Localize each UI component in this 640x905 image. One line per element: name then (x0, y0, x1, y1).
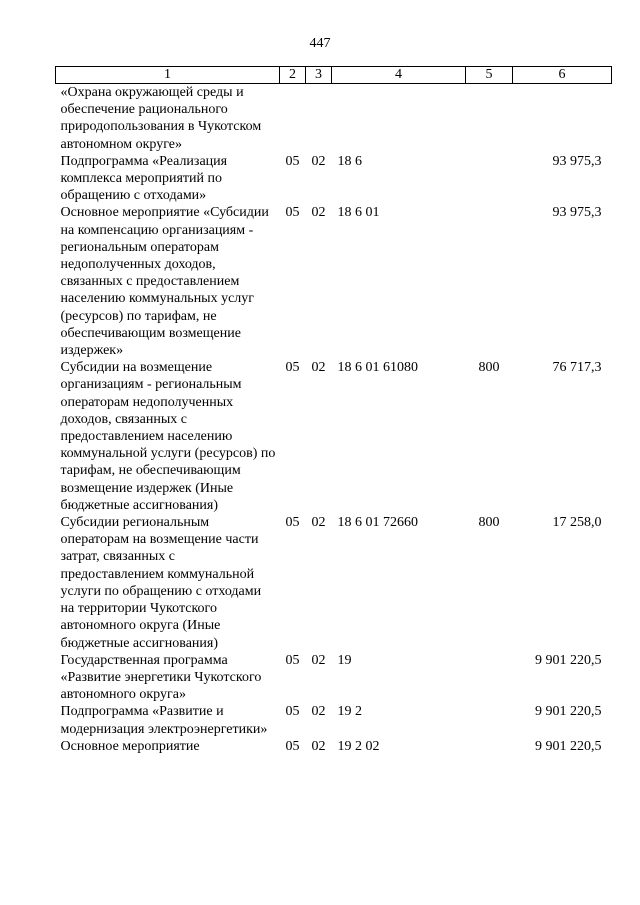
row-name: «Охрана окружающей среды и обеспечение рационального природопользования в Чукотском автономном округе» (60, 85, 262, 152)
row-expense-type: 800 (478, 515, 500, 531)
table-row (56, 738, 612, 755)
row-expense-type (466, 738, 513, 755)
row-amount: 9 901 220,5 (535, 738, 602, 754)
table-row (56, 84, 612, 153)
table-row (56, 153, 612, 205)
table-row (56, 514, 612, 652)
table-body (56, 84, 612, 755)
row-target-code: 18 6 01 61080 (337, 360, 418, 376)
row-target-code: 19 2 (337, 704, 362, 720)
header-col-6: 6 (513, 67, 612, 84)
row-subsection: 02 (311, 652, 326, 668)
row-amount: 17 258,0 (552, 515, 602, 531)
row-name: Подпрограмма «Развитие и модернизация электроэнергетики» (60, 704, 268, 737)
row-section: 05 (285, 652, 300, 668)
row-subsection: 02 (311, 515, 326, 531)
header-col-5: 5 (466, 67, 513, 84)
table-row (56, 204, 612, 359)
row-name: Основное мероприятие «Субсидии на компенсацию организациям - региональным операторам недополученных доходов, связанных с предоставлением населению коммунальных услуг (ресурсов) по тарифам, не обеспечивающим возмещение издержек» (60, 205, 269, 359)
row-section: 05 (285, 153, 300, 169)
row-target-code: 18 6 (337, 153, 362, 169)
row-amount: 93 975,3 (552, 153, 602, 169)
row-target-code (332, 84, 466, 153)
row-subsection: 02 (311, 153, 326, 169)
row-subsection: 02 (311, 704, 326, 720)
row-amount (513, 84, 612, 153)
row-amount: 9 901 220,5 (535, 704, 602, 720)
header-row (56, 67, 612, 84)
table-row (56, 703, 612, 737)
header-col-3: 3 (306, 67, 332, 84)
table-row (56, 359, 612, 514)
header-col-1: 1 (56, 67, 280, 84)
row-section: 05 (285, 360, 300, 376)
row-target-code: 19 (337, 652, 352, 668)
header-col-2: 2 (280, 67, 306, 84)
header-col-4: 4 (332, 67, 466, 84)
table-header (56, 67, 612, 84)
row-target-code: 18 6 01 72660 (337, 515, 418, 531)
page-number: 447 (309, 36, 331, 51)
row-expense-type (466, 703, 513, 737)
row-name: Подпрограмма «Реализация комплекса мероприятий по обращению с отходами» (60, 153, 228, 204)
row-expense-type: 800 (478, 360, 500, 376)
table-row (56, 652, 612, 704)
row-expense-type (466, 204, 513, 359)
budget-table (55, 66, 612, 755)
row-expense-type (466, 652, 513, 704)
row-section: 05 (285, 515, 300, 531)
row-section: 05 (285, 738, 300, 754)
row-amount: 93 975,3 (552, 205, 602, 221)
row-amount: 76 717,3 (552, 360, 602, 376)
row-name: Субсидии региональным операторам на возмещение части затрат, связанных с предоставлением коммунальной услуги по обращению с отходами на территории Чукотского автономного округа (Иные бюджетные ассигнования) (60, 515, 262, 651)
row-amount: 9 901 220,5 (535, 652, 602, 668)
row-subsection: 02 (311, 360, 326, 376)
row-subsection: 02 (311, 738, 326, 754)
row-expense-type (466, 84, 513, 153)
row-name: Основное мероприятие (60, 738, 200, 754)
row-target-code: 19 2 02 (337, 738, 380, 754)
row-target-code: 18 6 01 (337, 205, 380, 221)
row-section (280, 84, 306, 153)
row-section: 05 (285, 205, 300, 221)
row-expense-type (466, 153, 513, 205)
row-name: Субсидии на возмещение организациям - региональным операторам недополученных доходов, связанных с предоставлением населению коммунальной услуги (ресурсов) по тарифам, не обеспечивающим возмещение издержек (Иные бюджетные ассигнования) (60, 360, 276, 513)
row-subsection (306, 84, 332, 153)
row-name: Государственная программа «Развитие энергетики Чукотского автономного округа» (60, 652, 262, 703)
row-subsection: 02 (311, 205, 326, 221)
row-section: 05 (285, 704, 300, 720)
